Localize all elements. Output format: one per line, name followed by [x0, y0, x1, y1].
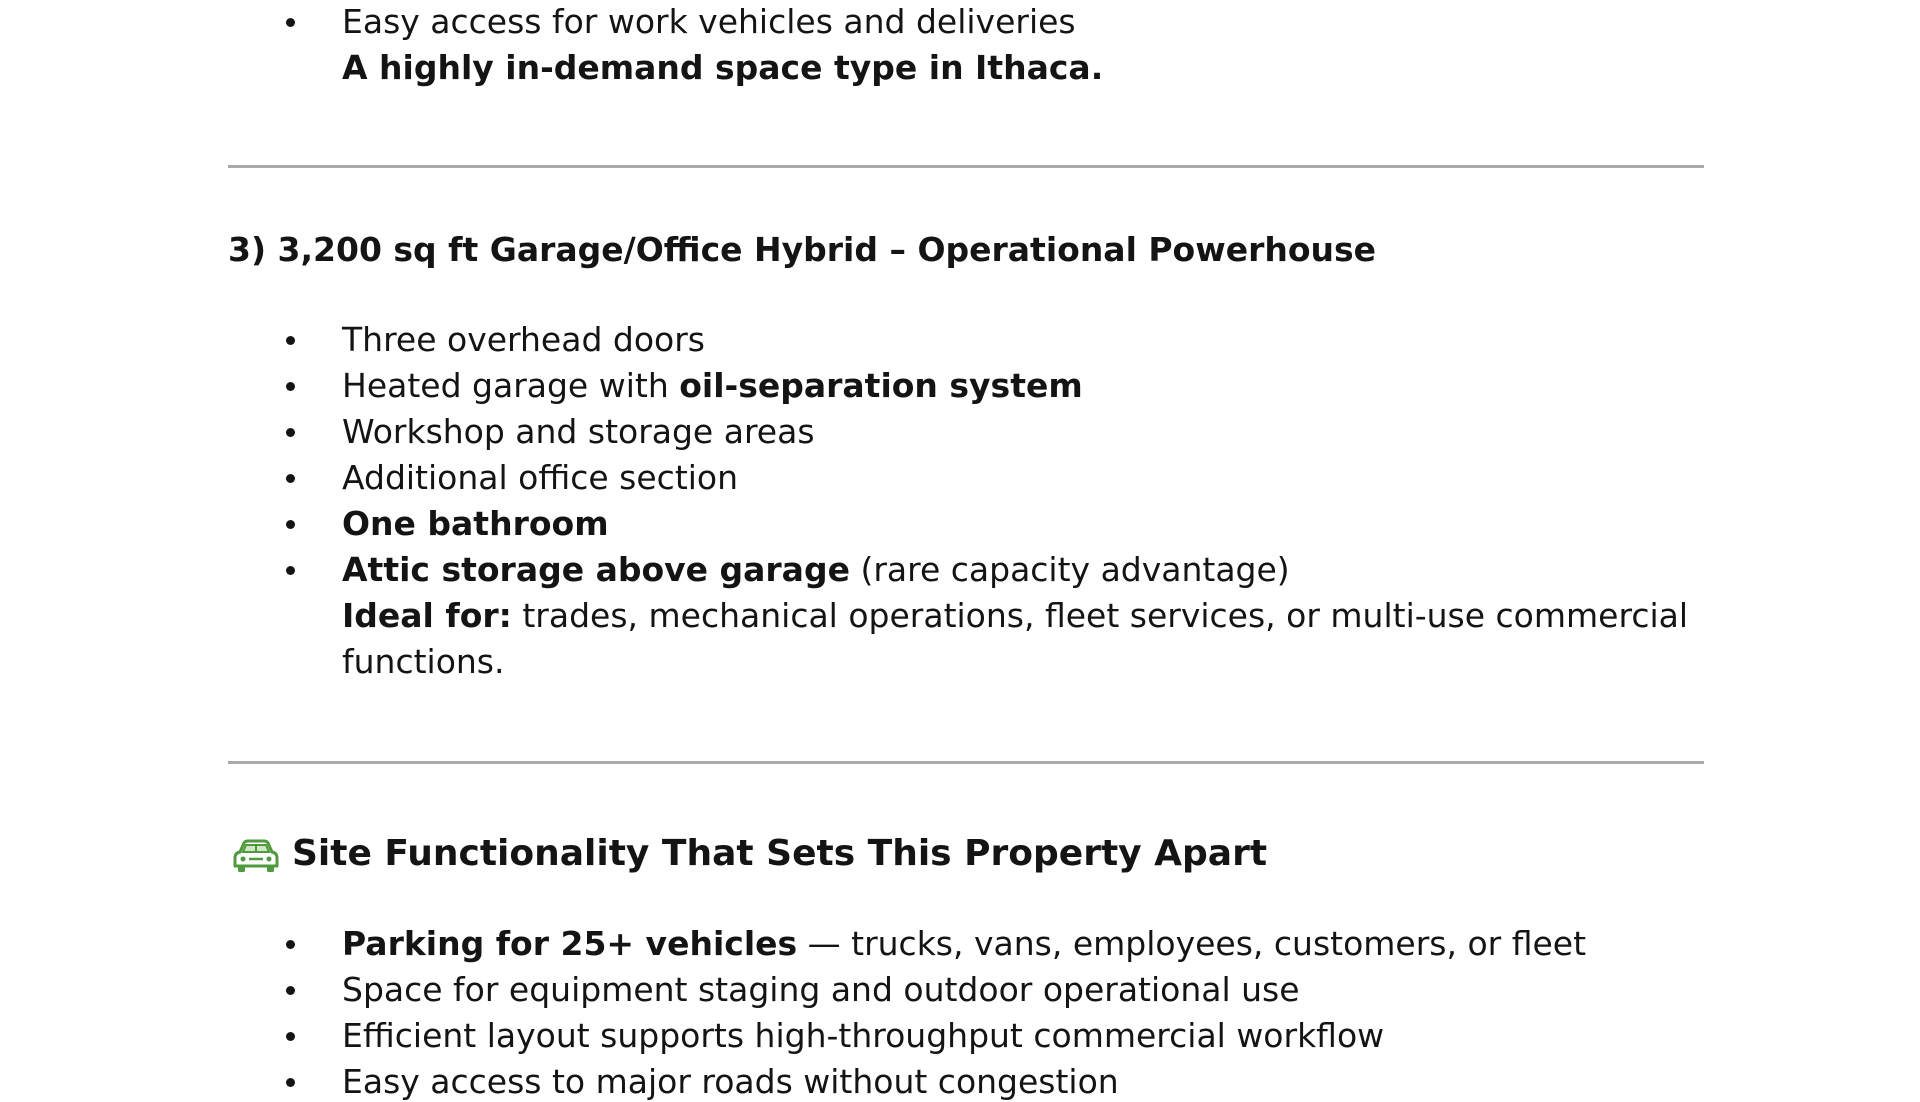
bullet-dot — [282, 424, 300, 442]
bullet-dot — [282, 982, 300, 1000]
list-item — [342, 970, 1300, 1010]
bullet-dot — [282, 378, 300, 396]
list-item-text: Workshop and storage areas — [342, 412, 815, 451]
list-item — [342, 1062, 1119, 1102]
section-heading — [292, 832, 1267, 876]
list-item — [342, 550, 1290, 590]
ideal-for-label: Ideal for: — [342, 596, 512, 635]
bullet-dot — [282, 14, 300, 32]
bullet-dot — [282, 516, 300, 534]
list-item-bold-text: One bathroom — [342, 504, 609, 543]
list-item — [342, 412, 815, 452]
ideal-for-text: functions. — [342, 642, 505, 681]
list-item-bold-text: oil-separation system — [679, 366, 1083, 405]
list-item — [342, 504, 609, 544]
list-item-text: Easy access to major roads without congestion — [342, 1062, 1119, 1101]
section-divider — [228, 165, 1704, 168]
car-icon — [232, 838, 280, 874]
list-item — [342, 924, 1586, 964]
list-item-text: Additional office section — [342, 458, 739, 497]
list-item — [342, 366, 1083, 406]
ideal-for-line-continued — [342, 642, 505, 682]
list-item-text: (rare capacity advantage) — [849, 550, 1290, 589]
bullet-dot — [282, 1074, 300, 1092]
list-item-text: Space for equipment staging and outdoor operational use — [342, 970, 1300, 1009]
list-item-bold-text: Parking for 25+ vehicles — [342, 924, 798, 963]
bullet-dot — [282, 936, 300, 954]
bullet-dot — [282, 470, 300, 488]
list-item — [342, 458, 738, 498]
emphasis-text: A highly in-demand space type in Ithaca. — [342, 48, 1104, 87]
bullet-dot — [282, 1028, 300, 1046]
list-item-text: Easy access for work vehicles and deliveries — [342, 2, 1076, 41]
ideal-for-line — [342, 596, 1688, 636]
list-item — [342, 1016, 1384, 1056]
list-item — [342, 320, 705, 360]
bullet-dot — [282, 562, 300, 580]
list-item-bold-text: Attic storage above garage — [342, 550, 850, 589]
bullet-dot — [282, 332, 300, 350]
list-item — [342, 2, 1076, 42]
list-item-text: Heated garage with — [342, 366, 680, 405]
emphasis-line — [342, 48, 1103, 88]
section-divider — [228, 761, 1704, 764]
section-heading-text: Site Functionality That Sets This Property Apart — [292, 833, 1268, 874]
ideal-for-text: trades, mechanical operations, fleet services, or multi-use commercial — [511, 596, 1689, 635]
section-heading — [228, 230, 1376, 270]
section-heading-text: 3) 3,200 sq ft Garage/Office Hybrid – Operational Powerhouse — [228, 230, 1377, 269]
list-item-text: Efficient layout supports high-throughput commercial workflow — [342, 1016, 1385, 1055]
list-item-text: Three overhead doors — [342, 320, 705, 359]
list-item-text: — trucks, vans, employees, customers, or fleet — [797, 924, 1587, 963]
